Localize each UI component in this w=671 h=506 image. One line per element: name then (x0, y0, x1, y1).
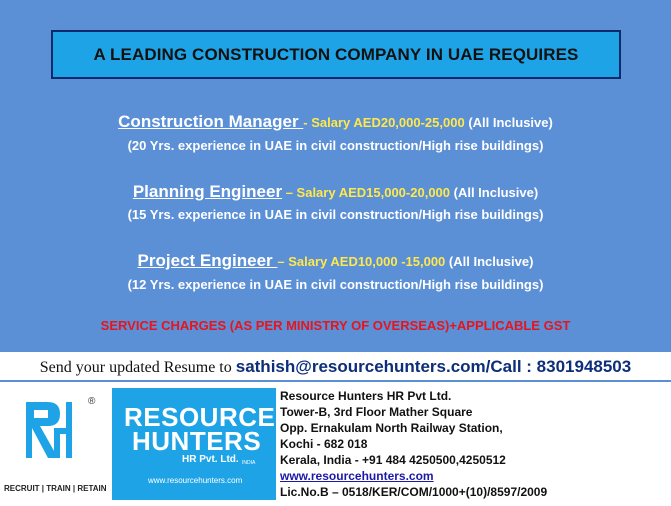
license-number: Lic.No.B – 0518/KER/COM/1000+(10)/8597/2009 (280, 485, 548, 499)
service-charges-note: SERVICE CHARGES (AS PER MINISTRY OF OVERSEAS)+APPLICABLE GST (100, 318, 571, 333)
job-title-line-planning-engineer (0, 182, 671, 202)
address-line4: Kerala, India - +91 484 4250500,4250512 (280, 453, 506, 467)
job-title: Project Engineer (137, 251, 278, 270)
job-inclusive: (All Inclusive) (464, 115, 553, 130)
job-experience: (12 Yrs. experience in UAE in civil construction/High rise buildings) (127, 277, 544, 292)
brand-name-line1: RESOURCE (124, 402, 276, 432)
brand-url: www.resourcehunters.com (148, 476, 243, 485)
job-title-line-project-engineer (0, 251, 671, 271)
job-title: Planning Engineer (132, 182, 283, 201)
job-salary: Salary AED10,000 -15,000 (288, 254, 446, 269)
job-dash: – (277, 254, 289, 269)
email-call-link[interactable]: sathish@resourcehunters.com/Call : 8301948503 (235, 357, 632, 376)
address-line1: Tower-B, 3rd Floor Mather Square (280, 405, 473, 419)
rh-monogram-icon (20, 398, 76, 462)
job-title-line-construction-manager (0, 112, 671, 132)
headline-text: A LEADING CONSTRUCTION COMPANY IN UAE REQUIRES (93, 44, 579, 64)
address-line2: Opp. Ernakulam North Railway Station, (280, 421, 503, 435)
address-line3: Kochi - 682 018 (280, 437, 368, 451)
company-name: Resource Hunters HR Pvt Ltd. (280, 389, 452, 403)
headline-banner (51, 30, 621, 79)
rh-logo (0, 388, 108, 500)
website-link[interactable]: www.resourcehunters.com (280, 469, 434, 483)
send-resume-text: Send your updated Resume to (39, 359, 236, 376)
job-dash: – (282, 185, 297, 200)
registered-mark: ® (88, 396, 96, 407)
job-salary: Salary AED15,000-20,000 (296, 185, 451, 200)
brand-country: INDIA (242, 460, 256, 466)
logo-tagline: RECRUIT | TRAIN | RETAIN (4, 484, 107, 493)
job-salary: Salary AED20,000-25,000 (311, 115, 465, 130)
job-title: Construction Manager (118, 112, 304, 131)
brand-logo-box (112, 388, 276, 500)
brand-name-line2: HUNTERS (132, 426, 262, 456)
job-inclusive: (All Inclusive) (450, 185, 539, 200)
job-experience: (15 Yrs. experience in UAE in civil construction/High rise buildings) (127, 207, 544, 222)
brand-name-line3: HR Pvt. Ltd. (182, 454, 239, 465)
job-dash: - (303, 115, 312, 130)
job-inclusive: (All Inclusive) (445, 254, 534, 269)
resume-contact-row (0, 352, 671, 382)
company-address-block (280, 388, 670, 500)
job-experience: (20 Yrs. experience in UAE in civil construction/High rise buildings) (127, 138, 544, 153)
